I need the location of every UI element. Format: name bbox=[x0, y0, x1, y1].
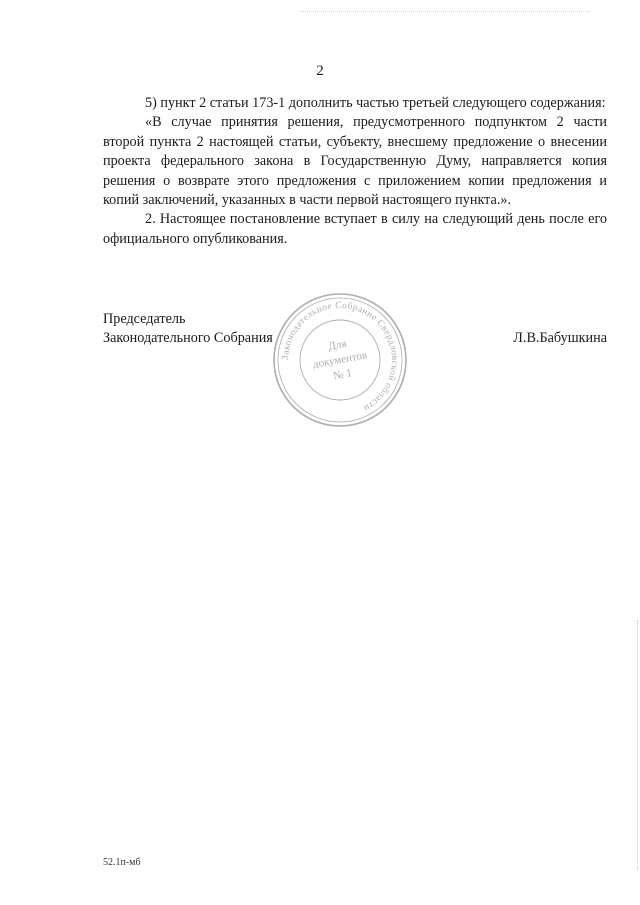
official-stamp bbox=[270, 290, 410, 430]
document-body bbox=[103, 94, 607, 249]
paragraph-amendment-text: «В случае принятия решения, предусмотренного подпунктом 2 части второй пункта 2 настоящей статьи, субъекту, внесшему предложение о внесении проекта федерального закона в Государственную Думу, направляется копия решения о возврате этого предложения с приложением копии предложения и копий заключений, указанных в части первой настоящего пункта.». bbox=[103, 114, 607, 209]
stamp-center-line3: № 1 bbox=[332, 367, 353, 383]
scan-artifact-top bbox=[300, 11, 590, 13]
page-number: 2 bbox=[316, 63, 324, 79]
document-code: 52.1п-мб bbox=[103, 857, 141, 868]
paragraph-effective-date: 2. Настоящее постановление вступает в силу на следующий день после его официального опубликования. bbox=[103, 211, 607, 247]
stamp-center-line2: документов bbox=[312, 349, 368, 371]
signatory-title-line2: Законодательного Собрания bbox=[103, 330, 273, 346]
scan-artifact-edge bbox=[636, 620, 638, 870]
stamp-ring-text: Законодательное Собрание Свердловской области bbox=[280, 300, 400, 413]
stamp-center-line1: Для bbox=[327, 337, 348, 353]
signatory-name: Л.В.Бабушкина bbox=[513, 330, 607, 346]
paragraph-amendment-intro: 5) пункт 2 статьи 173-1 дополнить частью третьей следующего содержания: bbox=[145, 95, 606, 111]
signatory-title-line1: Председатель bbox=[103, 311, 186, 327]
